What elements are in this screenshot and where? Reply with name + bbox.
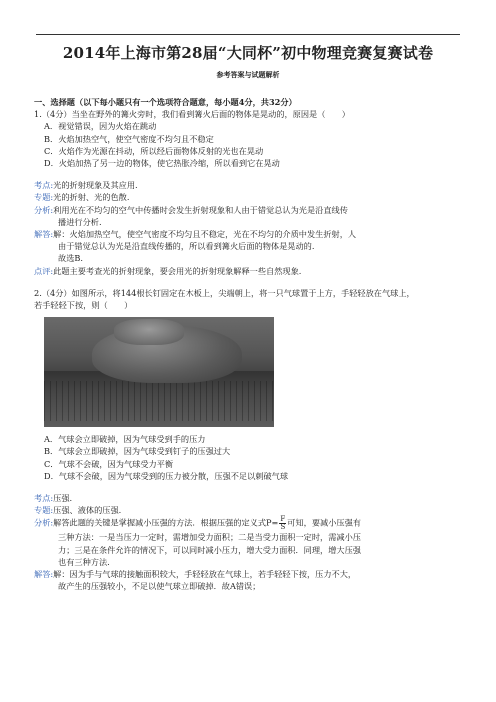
question-1-jieda — [34, 228, 464, 240]
jieda-label: 解答: — [34, 229, 54, 240]
question-2-option-c: C．气球不会破，因为气球受力平衡 — [44, 458, 174, 469]
question-1-option-d: D．火焰加热了另一边的物体，使它热胀冷缩，所以看到它在晃动 — [44, 158, 280, 169]
dianping-text: 此题主要考查光的折射现象，要会用光的折射现象解释一些自然现象. — [53, 265, 302, 276]
formula-denominator: S — [280, 523, 286, 532]
question-2-fenxi-cont-3: 也有三种方法. — [58, 556, 110, 567]
question-2-kaodian — [34, 492, 464, 504]
zhuanti-text: 光的折射、光的色散. — [53, 192, 130, 203]
section-heading: 一、选择题（以下每小题只有一个选项符合题意，每小题4分，共32分） — [34, 97, 297, 107]
question-1-kaodian — [34, 179, 464, 191]
question-2-fenxi-cont-1: 三种方法：一是当压力一定时，需增加受力面积；二是当受力面积一定时，需减小压 — [58, 532, 361, 543]
question-1-dianping — [34, 265, 464, 277]
question-1-fenxi-cont: 播进行分析. — [58, 216, 102, 227]
question-1-option-a: A．视觉错误，因为火焰在跳动 — [44, 121, 157, 132]
pressure-formula-fraction — [279, 516, 286, 531]
question-1-stem: 1.（4分）当坐在野外的篝火旁时，我们看到篝火后面的物体是晃动的，原因是（ ） — [34, 109, 350, 120]
dianping-label: 点评: — [34, 265, 54, 276]
fenxi-text: 利用光在不均匀的空气中传播时会发生折射现象和人由于错觉总认为光是沿直线传 — [53, 204, 348, 215]
question-2 — [34, 287, 464, 593]
kaodian-text: 压强. — [53, 493, 73, 504]
question-2-jieda-cont: 故产生的压强较小，不足以使气球立即破掉．故A错误； — [58, 581, 261, 592]
question-2-stem-1: 2.（4分）如图所示，将144根长钉固定在木板上，尖端朝上，将一只气球置于上方，手轻轻放在气球上， — [34, 287, 415, 298]
fenxi-text-cont: 可知，要减小压强有 — [287, 517, 361, 528]
jieda-text: 解：火焰加热空气，使空气密度不均匀且不稳定，光在不均匀的介质中发生折射，人 — [53, 229, 357, 240]
kaodian-label: 考点: — [34, 493, 54, 504]
question-2-fenxi-cont-2: 力；三是在条件允许的情况下，可以同时减小压力，增大受力面积．同理，增大压强 — [58, 544, 361, 555]
question-1-jieda-cont-2: 故选B. — [58, 253, 83, 264]
pressure-formula-lhs: P= — [266, 517, 279, 528]
question-2-stem-2: 若手轻轻下按，则（ ） — [34, 300, 133, 311]
nail-board-balloon-photo — [44, 317, 274, 427]
kaodian-label: 考点: — [34, 180, 54, 191]
question-2-fenxi — [34, 516, 464, 531]
question-2-option-d: D．气球不会破，因为气球受到的压力被分散，压强不足以刺破气球 — [44, 470, 289, 481]
question-1-zhuanti — [34, 191, 464, 203]
question-2-option-b: B．气球会立即破掉，因为气球受到钉子的压强过大 — [44, 446, 231, 457]
top-rule — [36, 34, 460, 35]
question-2-option-a: A．气球会立即破掉，因为气球受到手的压力 — [44, 434, 206, 445]
fenxi-label: 分析: — [34, 517, 54, 528]
jieda-text: 解：因为手与气球的接触面积较大，手轻轻放在气球上，若手轻轻下按，压力不大， — [53, 569, 357, 580]
question-1 — [34, 108, 464, 277]
hand — [114, 319, 184, 345]
nails — [44, 381, 274, 421]
question-1-fenxi — [34, 204, 464, 216]
document-body — [34, 96, 464, 592]
zhuanti-text: 压强、液体的压强. — [53, 505, 122, 516]
question-1-option-b: B．火焰加热空气，使空气密度不均匀且不稳定 — [44, 133, 214, 144]
question-2-jieda — [34, 568, 464, 580]
question-1-jieda-cont-1: 由于错觉总认为光是沿直线传播的，所以看到篝火后面的物体是晃动的. — [58, 241, 315, 252]
zhuanti-label: 专题: — [34, 192, 54, 203]
formula-numerator: F — [280, 515, 286, 524]
fenxi-label: 分析: — [34, 204, 54, 215]
fenxi-text: 解答此题的关键是掌握减小压强的方法．根据压强的定义式 — [53, 517, 267, 528]
page-title: 2014年上海市第28届“大同杯”初中物理竞赛复赛试卷 — [62, 44, 434, 62]
question-2-zhuanti — [34, 504, 464, 516]
question-1-option-c: C．火焰作为光源在抖动，所以经后面物体反射的光也在晃动 — [44, 145, 264, 156]
zhuanti-label: 专题: — [34, 505, 54, 516]
page-subtitle: 参考答案与试题解析 — [216, 70, 280, 79]
kaodian-text: 光的折射现象及其应用. — [53, 180, 138, 191]
jieda-label: 解答: — [34, 569, 54, 580]
